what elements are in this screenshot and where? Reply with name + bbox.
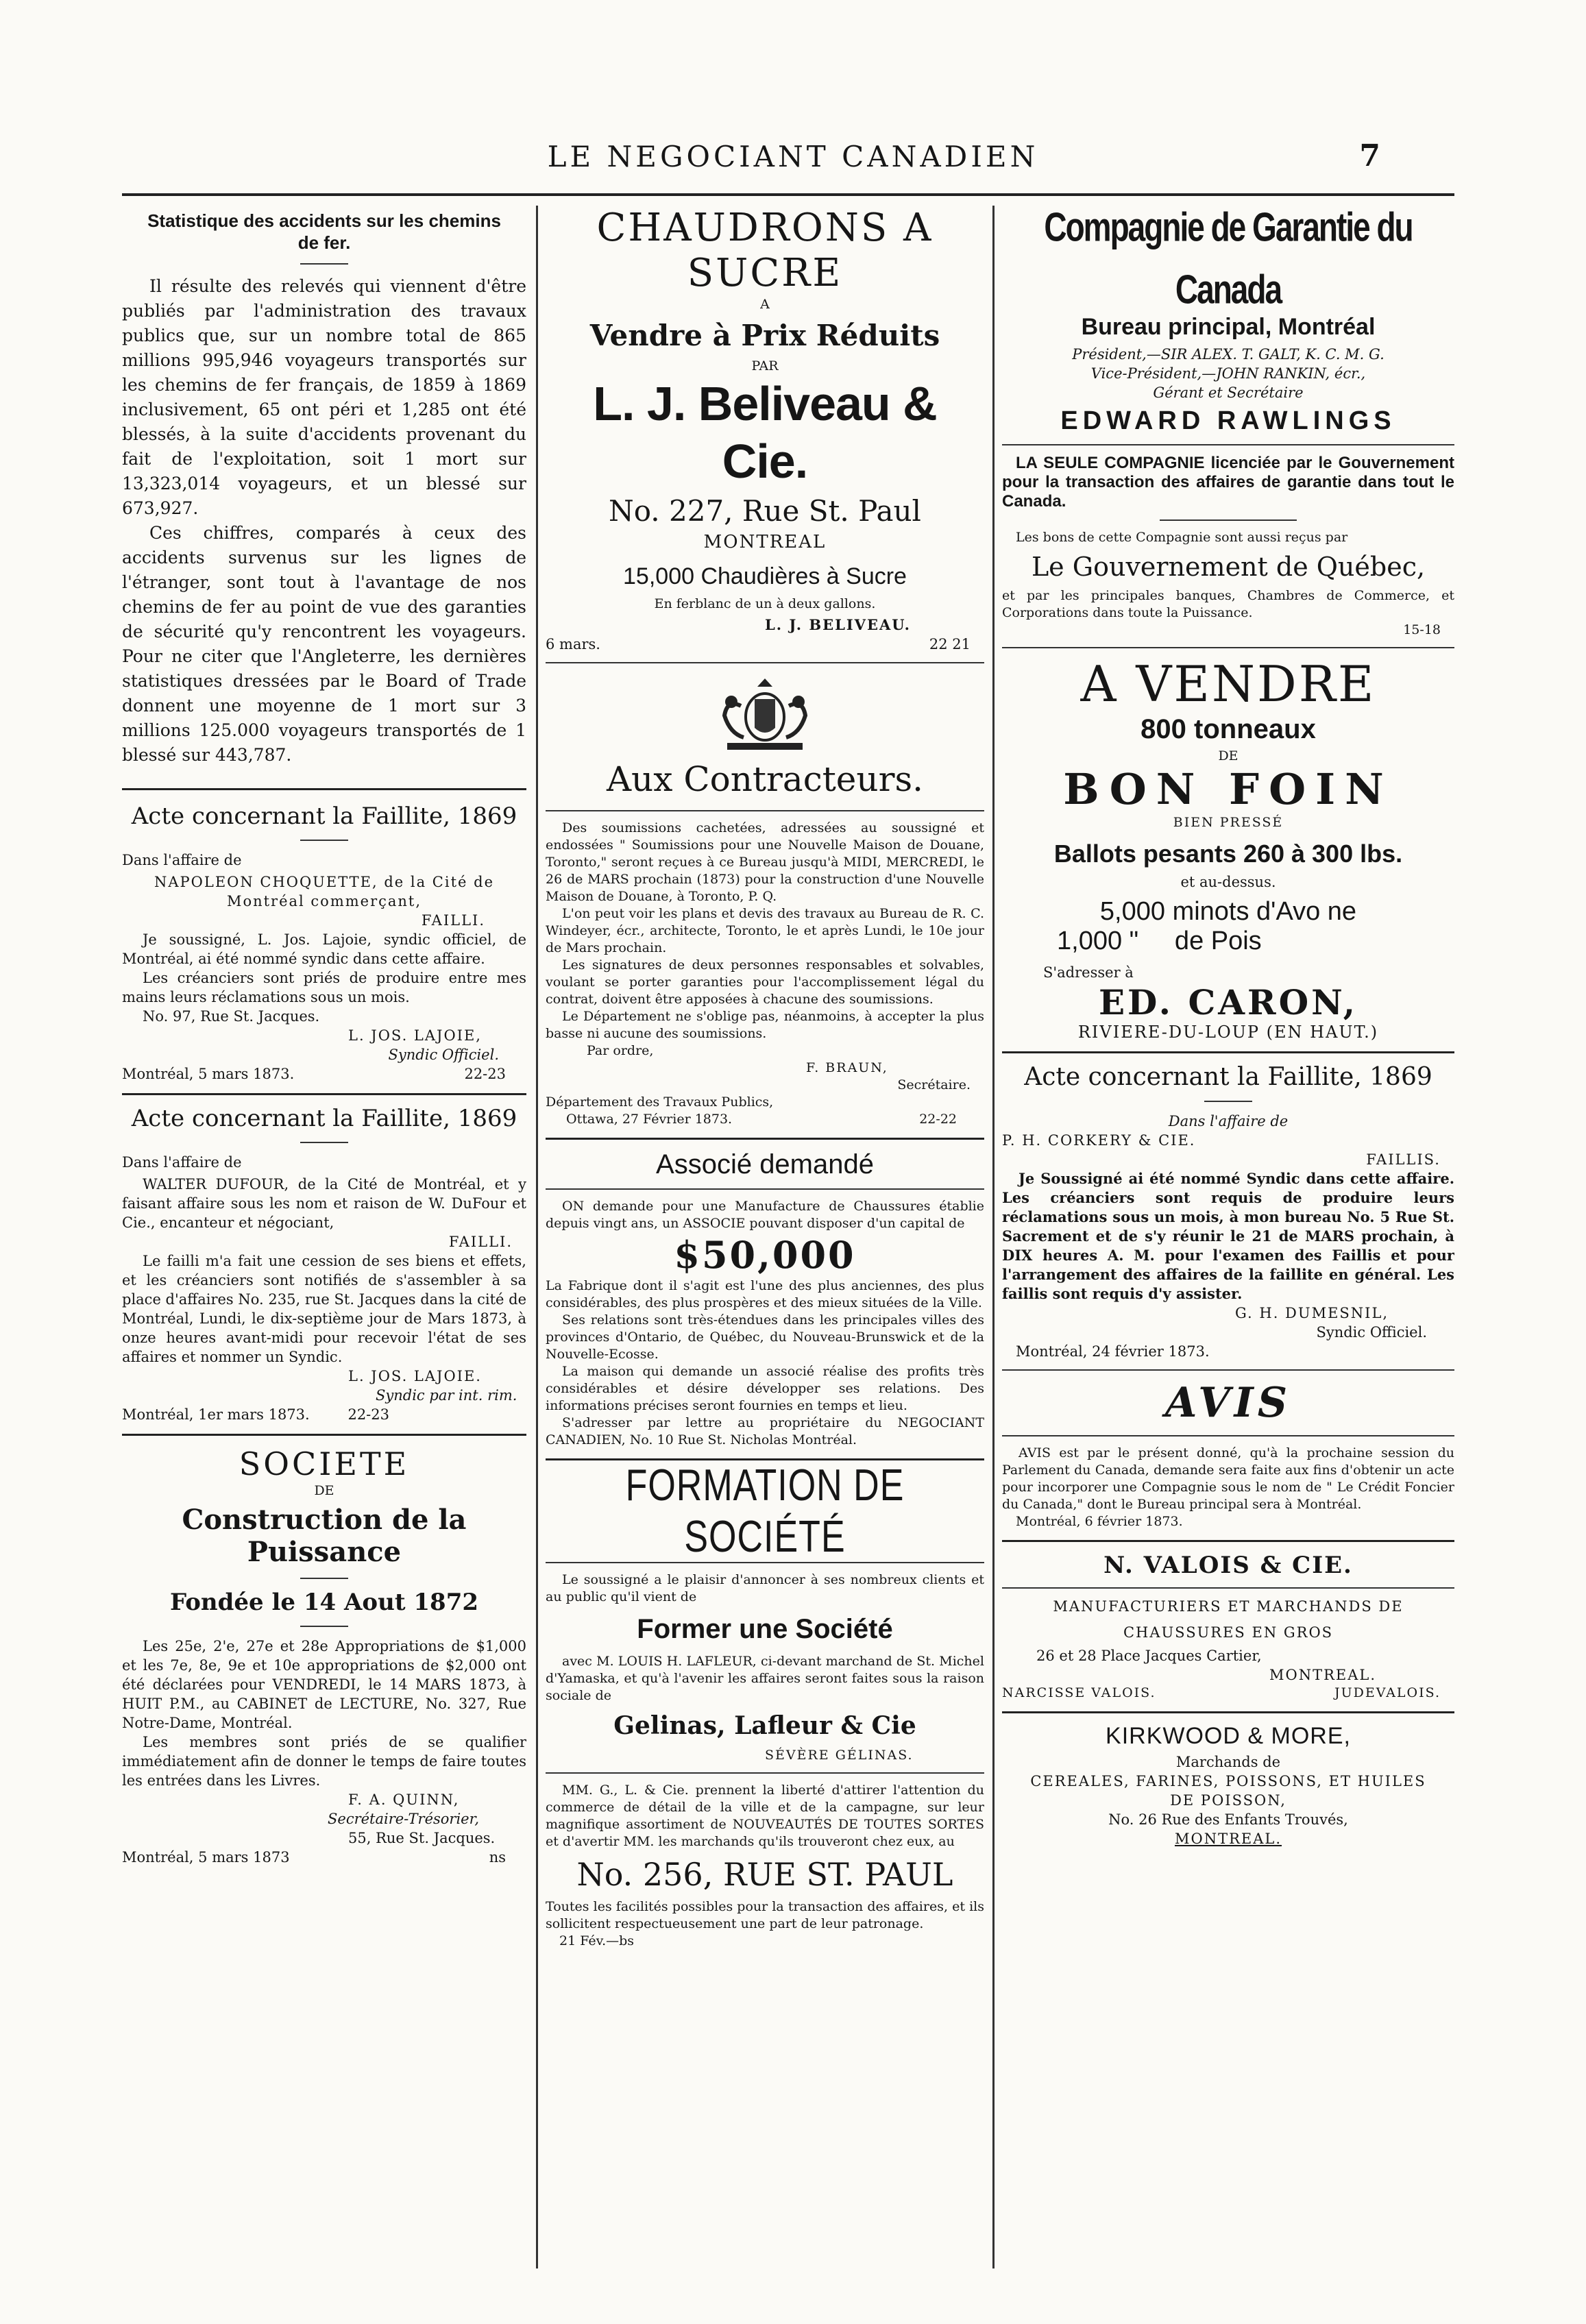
divider [1002,647,1454,648]
ad-au-dessus: et au-dessus. [1180,874,1276,890]
ad-city: MONTREAL [703,532,827,552]
notice-par-ordre: Par ordre, [587,1043,654,1058]
article-heading: Statistique des accidents sur les chemins de fer. [147,210,501,253]
page-number: 7 [1359,138,1380,173]
ad-signature: SÉVÈRE GÉLINAS. [765,1748,914,1763]
ad-quantity: 800 tonneaux [1140,714,1316,744]
newspaper-title: LE NEGOCIANT CANADIEN [547,140,1039,173]
notice-heading: AVIS [1164,1379,1292,1427]
ad-line: MANUFACTURIERS ET MARCHANDS DE [1053,1598,1404,1615]
ad-paragraph: LA SEULE COMPAGNIE licenciée par le Gouvernement pour la transaction des affaires de garantie dans tout le Canada. [1002,454,1454,511]
ad-paragraph: Toutes les facilités possibles pour la transaction des affaires, et ils sollicitent respectueusement une part de leur patronage. [546,1899,984,1931]
ad-subheading: Vendre à Prix Réduits [589,319,940,352]
ad-paragraph: Les bons de cette Compagnie sont aussi reçus par [1016,530,1348,545]
notice-ref: 22-22 [919,1112,957,1127]
ad-bien-presse: BIEN PRESSÉ [1173,815,1284,830]
notice-signature-title: Syndic Officiel. [388,1047,499,1063]
ad-heading: CHAUDRONS A SUCRE [596,206,934,295]
ad-chaudrons [546,206,984,654]
dash [1160,519,1297,521]
notice-heading: Acte concernant la Faillite, 1869 [131,1105,517,1132]
notice-date: Ottawa, 27 Février 1873. [566,1112,733,1127]
divider [546,662,984,663]
ad-amount: $50,000 [674,1233,856,1277]
ad-partner-name: JUDEVALOIS. [1334,1685,1441,1700]
notice-failli: FAILLI. [421,912,485,929]
notice-signature-title: Syndic par int. rim. [376,1387,517,1404]
notice-signature: F. A. QUINN, [348,1791,460,1808]
notice-dans: Dans l'affaire de [122,1154,242,1171]
notice-failli: FAILLI. [448,1234,513,1250]
notice-subheading: Construction de la Puissance [182,1504,467,1568]
notice-de: DE [314,1483,334,1498]
notice-heading: Acte concernant la Faillite, 1869 [1024,1063,1432,1091]
notice-date: Montréal, 24 février 1873. [1016,1343,1210,1360]
notice-date: Montréal, 5 mars 1873 [122,1849,290,1866]
ad-paragraph: La maison qui demande un associé réalise des profits très considérables et désire développer ses relations. Des informations précises seront fournies en temps et lieu. [546,1364,984,1413]
notice-faillite-corkery [1002,1063,1454,1361]
notice-paragraph: Les signatures de deux personnes responsables et solvables, voulant se porter garanties pour l'accomplissement légal du contrat, doivent être apposées à chacune des soumissions. [546,957,984,1007]
ad-heading: N. VALOIS & CIE. [1103,1552,1353,1579]
notice-signature: F. BRAUN, [806,1060,888,1075]
notice-aux-contracteurs [546,672,984,1128]
divider [546,810,984,811]
ad-heading: FORMATION DE SOCIÉTÉ [625,1460,905,1562]
dash [1204,1101,1252,1102]
notice-date: Montréal, 1er mars 1873. [122,1406,310,1423]
divider [122,1093,526,1095]
ad-paragraph: S'adresser par lettre au propriétaire du NEGOCIANT CANADIEN, No. 10 Rue St. Nicholas Montréal. [546,1415,984,1447]
notice-signature: L. JOS. LAJOIE, [348,1027,482,1044]
ad-heading: Associé demandé [656,1149,874,1179]
ad-subheading: Bureau principal, Montréal [1081,314,1376,340]
column-rule-1 [536,206,538,2268]
notice-dept: Département des Travaux Publics, [546,1094,774,1110]
ad-quantity: 15,000 Chaudières à Sucre [623,563,907,589]
column-1 [122,206,526,2268]
ad-subheading: Former une Société [637,1614,893,1644]
notice-paragraph: Le Département ne s'oblige pas, néanmoins, à accepter la plus basse ni aucune des soumissions. [546,1009,984,1041]
notice-signature-title: Secrétaire-Trésorier, [328,1811,480,1827]
ad-paragraph: La Fabrique dont il s'agit est l'une des plus anciennes, des plus considérables, des plus prospères et des mieux situées de la Ville. [546,1278,984,1310]
ad-place: RIVIERE-DU-LOUP (EN HAUT.) [1077,1023,1379,1042]
divider [1002,1435,1454,1436]
notice-ref: ns [489,1849,506,1866]
notice-paragraph: Les 25e, 2'e, 27e et 28e Appropriations de $1,000 et les 7e, 8e, 9e et 10e appropriations de $2,000 ont été déclarées pour VENDREDI, le 14 MARS 1873, à HUIT P.M., au CABINET de LECTURE, No. 327, Rue Notre-Dame, Montréal. [122,1638,526,1731]
ad-par: PAR [751,358,779,374]
ad-heading: A VENDRE [1080,655,1376,713]
ad-address: No. 26 Rue des Enfants Trouvés, [1108,1811,1348,1828]
divider [1002,1540,1454,1542]
ad-gouvernement: Le Gouvernement de Québec, [1031,552,1426,582]
notice-heading: Aux Contracteurs. [606,759,924,799]
ad-gerant: Gérant et Secrétaire [1153,384,1304,401]
ad-item: BON FOIN [1063,764,1393,814]
notice-ref: 22-23 [464,1066,506,1082]
ad-minots: 5,000 minots d'Avo ne [1099,897,1357,926]
ad-signature: L. J. BELIVEAU. [765,616,911,633]
column-2 [546,206,984,2268]
notice-paragraph: Le failli m'a fait une cession de ses biens et effets, et les créanciers sont notifiés de s'assembler à sa place d'affaires No. 235, rue St. Jacques dans la cité de Montréal, Lundi, le dix-septième jour de Mars 1873, à onze heures avant-midi pour recevoir l'état de ses affaires et nommer un Syndic. [122,1253,526,1365]
ad-a: A [760,297,770,312]
notice-signature: G. H. DUMESNIL, [1235,1305,1389,1321]
notice-date: Montréal, 6 février 1873. [1016,1514,1183,1529]
notice-paragraph: L'on peut voir les plans et devis des travaux au Bureau de R. C. Windeyer, écr., architecte, Toronto, le et après Lundi, le 10e jour de Mars prochain. [546,906,984,955]
ad-city: MONTREAL. [1269,1667,1377,1683]
ad-paragraph: Le soussigné a le plaisir d'annoncer à ses nombreux clients et au public qu'il vient de [546,1572,984,1604]
divider [1002,1587,1454,1589]
notice-paragraph: Des soumissions cachetées, adressées au soussigné et endossées " Soumissions pour une Nouvelle Maison de Douane, Toronto," seront reçues à ce Bureau jusqu'à MIDI, MERCREDI, le 26 de MARS prochain (1873) pour la construction d'une Nouvelle Maison de Douane, à Toronto, P. Q. [546,820,984,904]
article-paragraph: Ces chiffres, comparés à ceux des accidents survenus sur les lignes de l'étranger, sont tout à l'avantage de nos chemins de fer au point de vue des garanties de sécurité qu'y rencontrent les voyageurs. Pour ne citer que l'Angleterre, les dernières statistiques dressées par le Board of Trade donnent une moyenne de 1 mort sur 3 millions 125.000 voyageurs transportés de 1 blessé sur 443,787. [122,523,526,765]
ad-line: Marchands de [1175,1754,1281,1770]
ad-ballots: Ballots pesants 260 à 300 lbs. [1053,840,1403,868]
ad-partner-name: NARCISSE VALOIS. [1002,1685,1156,1700]
ad-kirkwood-more [1002,1723,1454,1848]
ad-compagnie-garantie [1002,206,1454,639]
ad-date: 6 mars. [546,636,600,652]
dash [300,840,348,841]
notice-signature-title: Secrétaire. [897,1077,971,1092]
ad-vice-president: Vice-Président,—JOHN RANKIN, écr., [1090,365,1366,382]
ad-ref: 22 21 [929,636,971,652]
dash [300,1142,348,1143]
notice-name: NAPOLEON CHOQUETTE, de la Cité de Montréal commerçant, [154,874,494,909]
ad-description: En ferblanc de un à deux gallons. [654,596,876,611]
notice-faillis: FAILLIS. [1366,1151,1441,1168]
ad-line: CEREALES, FARINES, POISSONS, ET HUILES [1030,1773,1426,1789]
ad-paragraph: et par les principales banques, Chambres de Commerce, et Corporations dans toute la Puissance. [1002,588,1454,620]
ad-address: No. 256, RUE ST. PAUL [576,1856,953,1893]
notice-societe-construction [122,1445,526,1867]
notice-signature-title: Syndic Officiel. [1316,1324,1427,1341]
ad-adresser: S'adresser à [1043,964,1134,981]
ad-pois-qty: 1,000 [1057,927,1123,955]
notice-address: 55, Rue St. Jacques. [348,1830,496,1846]
divider [546,1772,984,1774]
ad-line: CHAUSSURES EN GROS [1123,1624,1334,1641]
divider [546,1138,984,1140]
running-head [0,134,1586,175]
dash [300,1626,348,1627]
notice-ref: 22-23 [347,1406,389,1423]
divider [1002,1051,1454,1053]
ad-name: EDWARD RAWLINGS [1060,406,1396,435]
notice-heading: SOCIETE [239,1445,410,1482]
ad-address: No. 227, Rue St. Paul [609,494,921,528]
notice-dans: Dans l'affaire de [122,852,242,868]
ad-date: 21 Fév.—bs [559,1933,635,1948]
royal-coat-of-arms-icon [700,672,830,754]
notice-paragraph: Les membres sont priés de se qualifier immédiatement afin de donner le temps de faire toutes les entrées dans les Livres. [122,1734,526,1789]
ad-city: MONTREAL. [1174,1831,1282,1847]
dash [300,263,348,265]
ad-address: 26 et 28 Place Jacques Cartier, [1036,1648,1262,1664]
column-3 [1002,206,1454,2268]
notice-paragraph: AVIS est par le présent donné, qu'à la prochaine session du Parlement du Canada, demande sera faite aux fins d'obtenir un acte pour incorporer une Compagnie sous le nom de " Le Crédit Foncier du Canada," dont le Bureau principal sera à Montréal. [1002,1445,1454,1512]
ad-valois [1002,1552,1454,1702]
divider [546,1188,984,1190]
dash [300,1578,348,1579]
notice-paragraph: Je Soussigné ai été nommé Syndic dans cette affaire. Les créanciers sont requis de produire leurs réclamations sous un mois, à mon bureau No. 5 Rue St. Sacrement et de s'y réunir le 21 de MARS prochain, à DIX heures A. M. pour l'examen des Faillis et pour l'arrangement des affaires de la faillite en général. Les faillis sont requis d'y assister. [1002,1170,1454,1302]
notice-founded: Fondée le 14 Aout 1872 [169,1589,479,1616]
divider [1002,1369,1454,1371]
ad-paragraph: ON demande pour une Manufacture de Chaussures établie depuis vingt ans, un ASSOCIE pouvant disposer d'un capital de [546,1199,984,1231]
ad-ref: 15-18 [1403,622,1441,637]
notice-avis [1002,1379,1454,1530]
notice-signature: L. JOS. LAJOIE. [348,1368,482,1384]
ad-firm: Gelinas, Lafleur & Cie [613,1711,916,1740]
notice-heading: Acte concernant la Faillite, 1869 [131,803,517,830]
notice-address: No. 97, Rue St. Jacques. [143,1008,320,1025]
ad-paragraph: avec M. LOUIS H. LAFLEUR, ci-devant marchand de St. Michel d'Yamaska, et qu'à l'avenir les affaires seront faites sous la raison sociale de [546,1654,984,1703]
ad-formation-societe [546,1460,984,1950]
divider [122,1434,526,1436]
ad-name: ED. CARON, [1098,982,1358,1023]
notice-date: Montréal, 5 mars 1873. [122,1066,295,1082]
ad-heading: Compagnie de Garantie du Canada [1044,206,1413,313]
ad-associe-demande [546,1149,984,1449]
divider [1002,1711,1454,1713]
article-paragraph: Il résulte des relevés qui viennent d'être publiés par l'administration des travaux publics que, sur un nombre total de 865 millions 995,946 voyageurs transportés sur les chemins de fer français, de 1859 à 1869 inclusivement, 65 ont péri et 1,285 ont été blessés, à la suite d'accidents provenant du fait de l'exploitation, soit 1 mort sur 13,323,014 voyageurs, et un blessé sur 673,927. [122,276,526,518]
notice-faillite-dufour [122,1105,526,1424]
ad-a-vendre [1002,657,1454,1042]
notice-paragraph: Je soussigné, L. Jos. Lajoie, syndic officiel, de Montréal, ai été nommé syndic dans cette affaire. [122,931,526,967]
top-rule [122,193,1454,196]
ad-firm: L. J. Beliveau & Cie. [593,377,937,488]
ad-heading: KIRKWOOD & MORE, [1106,1723,1351,1749]
article-accident-stats [122,210,526,768]
divider [122,788,526,790]
ad-president: Président,—SIR ALEX. T. GALT, K. C. M. G. [1072,346,1384,363]
notice-faillite-choquette [122,803,526,1084]
notice-name: P. H. CORKERY & CIE. [1002,1132,1196,1149]
divider [1002,444,1454,445]
notice-paragraph: Les créanciers sont priés de produire entre mes mains leurs réclamations sous un mois. [122,970,526,1005]
ad-paragraph: Ses relations sont très-étendues dans les principales villes des provinces d'Ontario, de Québec, du Nouveau-Brunswick et de la Nouvelle-Ecosse. [546,1312,984,1362]
notice-dans: Dans l'affaire de [1168,1113,1289,1129]
ad-line: DE POISSON, [1170,1792,1286,1809]
notice-name: WALTER DUFOUR, de la Cité de Montréal, et y faisant affaire sous les nom et raison de W. DuFour et Cie., encanteur et négociant, [122,1176,526,1231]
ad-pois: " de Pois [1129,927,1262,955]
ad-paragraph: MM. G., L. & Cie. prennent la liberté d'attirer l'attention du commerce de détail de la ville et de la campagne, sur leur magnifique assortiment de NOUVEAUTÉS DE TOUTES SORTES et d'avertir MM. les marchands qu'ils trouveront chez eux, au [546,1783,984,1849]
ad-de: DE [1218,748,1239,763]
column-rule-2 [992,206,995,2268]
